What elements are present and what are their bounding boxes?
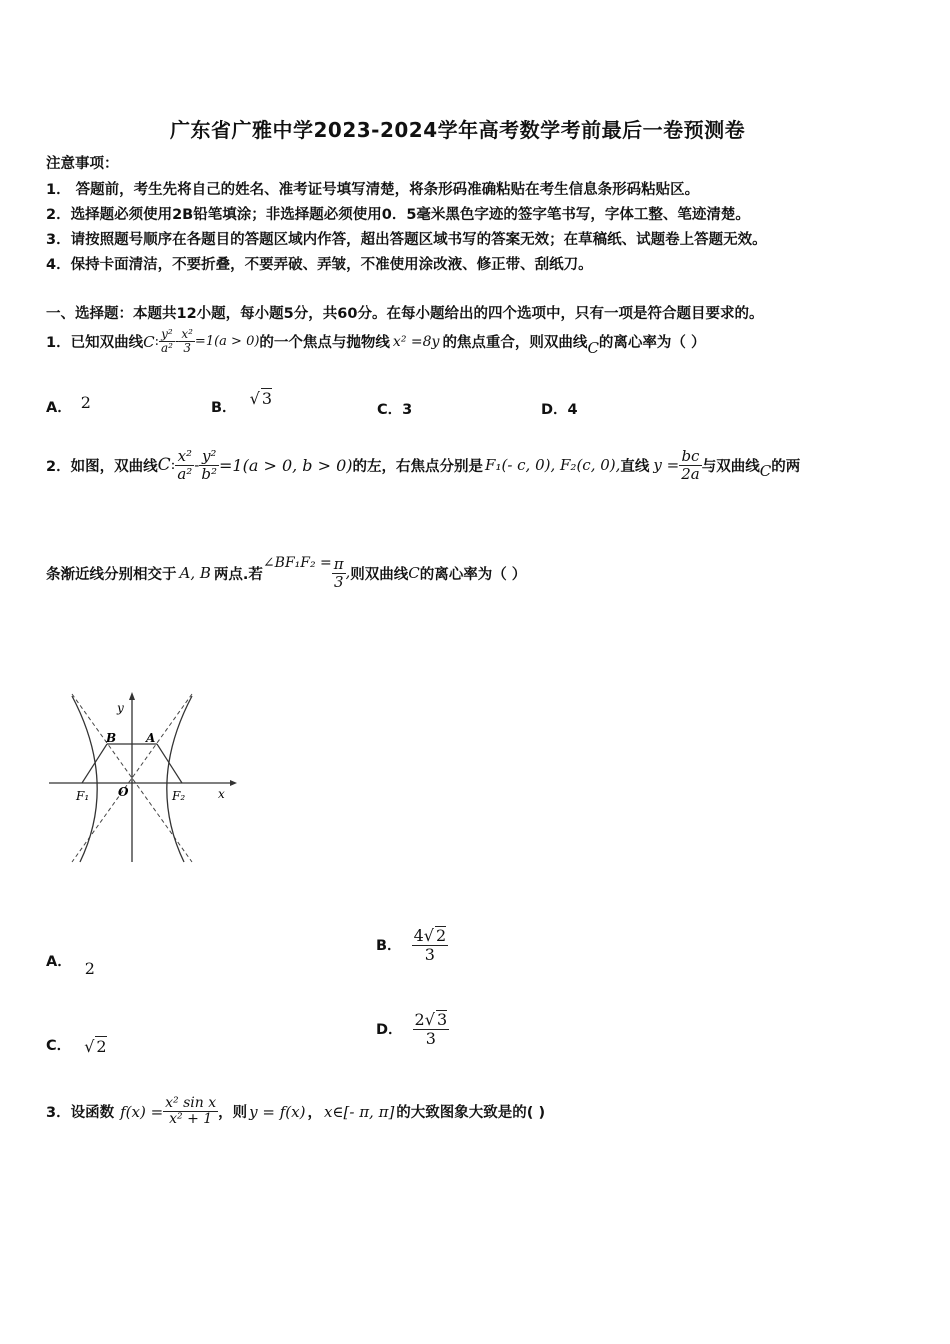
q2-hyperbola-figure (44, 686, 244, 866)
q1-option-b-sqrt: √ (249, 389, 260, 408)
q2-var-c-2: C (759, 462, 772, 480)
q1-var-c: C (143, 332, 155, 351)
q1-fraction-2 (179, 328, 195, 355)
q2-option-d-sqrt-sign: √ (424, 1010, 435, 1029)
q1-option-c[interactable]: C．3 (377, 402, 413, 418)
q2-frac2-num: y² (199, 448, 219, 466)
q2-text-6: 条渐近线分别相交于 (46, 566, 177, 583)
x-axis-arrow (230, 780, 237, 786)
q2-option-b-den: 3 (424, 944, 435, 964)
q2-frac1-num: x² (175, 448, 194, 466)
q2-option-d[interactable] (376, 1010, 449, 1047)
question-3-stem (46, 1096, 545, 1128)
label-o: O (118, 785, 129, 799)
q3-text-3: ， (307, 1105, 322, 1122)
q1-option-b-label: B． (211, 400, 237, 416)
q3-yfx: y = f(x) (249, 1102, 306, 1121)
q2-option-c-label: C． (46, 1038, 72, 1054)
q2-comma: , (345, 565, 351, 581)
q2-option-b[interactable] (376, 926, 448, 963)
q2-option-d-coef: 2 (414, 1010, 425, 1029)
q2-option-b-num (412, 926, 449, 946)
q2-frac3-den: 2a (681, 464, 700, 483)
question-2-stem-line-1 (46, 448, 800, 482)
q3-fx: f(x) = (120, 1102, 164, 1121)
segment-f2-a (157, 744, 182, 783)
q2-text-2: 的左，右焦点分别是 (352, 458, 484, 475)
q2-text-7: 两点.若 (213, 566, 263, 583)
q1-option-b-value: 3 (261, 389, 273, 408)
q2-text-8: 则双曲线 (350, 566, 409, 583)
q2-angle: ∠BF₁F₂ = (262, 555, 332, 571)
q2-fraction-2 (199, 448, 219, 482)
q2-points-ab: A, B (179, 564, 211, 582)
q2-option-b-coef: 4 (413, 926, 424, 945)
q2-option-d-rad: 3 (436, 1010, 448, 1029)
q1-colon: : (154, 334, 159, 350)
q1-text-2: 的一个焦点与抛物线 (259, 335, 390, 352)
q2-colon: : (170, 457, 176, 473)
q2-option-a[interactable] (46, 950, 95, 978)
q2-option-d-fraction (413, 1010, 450, 1047)
q1-option-d[interactable]: D．4 (541, 402, 578, 418)
q2-text-5: 的两 (771, 458, 801, 475)
q3-text-2: ，则 (218, 1105, 248, 1122)
notice-item-2: 2．选择题必须使用2B铅笔填涂；非选择题必须使用0．5毫米黑色字迹的签字笔书写，字体工整、笔迹清楚。 (46, 207, 750, 223)
q2-option-d-num (413, 1010, 450, 1030)
q2-option-c[interactable] (46, 1034, 107, 1055)
q1-option-a-label: A． (46, 400, 72, 416)
notice-item-1: 1． 答题前，考生先将自己的姓名、准考证号填写清楚，将条形码准确粘贴在考生信息条形码粘贴区。 (46, 182, 700, 198)
q3-domain: x∈[- π, π] (323, 1102, 395, 1121)
q2-text-1: 2．如图，双曲线 (46, 458, 158, 475)
q2-option-d-den: 3 (425, 1028, 436, 1048)
q3-fraction (163, 1096, 218, 1128)
segment-f1-b (82, 744, 107, 783)
q2-frac1-den: a² (177, 464, 193, 483)
q2-option-b-fraction (412, 926, 449, 963)
q2-text-4: 与双曲线 (701, 458, 760, 475)
q1-frac2-den: 3 (183, 341, 191, 356)
label-f2: F₂ (172, 789, 186, 803)
label-y: y (117, 701, 124, 715)
q2-text-9: 的离心率为（ ） (419, 566, 527, 583)
q2-text-3: 直线 (620, 458, 650, 475)
q1-option-a[interactable] (46, 393, 91, 417)
q2-option-b-sqrt-sign: √ (423, 926, 434, 945)
q2-var-c: C (157, 455, 171, 475)
q2-fraction-3 (679, 448, 702, 482)
q3-frac-num: x² sin x (165, 1095, 217, 1111)
q2-option-b-label: B． (376, 938, 402, 955)
q1-option-a-value: 2 (80, 393, 91, 412)
label-f1: F₁ (76, 789, 90, 803)
q2-option-a-label: A． (46, 954, 72, 970)
q1-frac1-num: y² (159, 328, 175, 342)
q2-option-c-sqrt-sign: √ (84, 1037, 95, 1056)
section-heading: 一、选择题：本题共12小题，每小题5分，共60分。在每小题给出的四个选项中，只有一项是符合题目要求的。 (46, 306, 764, 322)
q1-text-1: 1．已知双曲线 (46, 335, 144, 352)
q2-fraction-1 (175, 448, 194, 482)
q3-frac-den: x² + 1 (169, 1111, 213, 1128)
q1-frac2-num: x² (181, 327, 193, 341)
q2-option-a-value: 2 (84, 959, 95, 978)
question-2-stem-line-2 (46, 556, 526, 590)
q2-frac3-num: bc (679, 448, 702, 466)
label-a: A (146, 731, 156, 745)
label-x: x (218, 787, 225, 801)
q2-fraction-4 (332, 556, 346, 590)
q2-option-d-label: D． (376, 1022, 403, 1039)
q3-text-4: 的大致图象大致是的( ) (396, 1105, 546, 1122)
q2-var-c-3: C (408, 564, 420, 582)
q2-frac4-den: 3 (333, 572, 344, 591)
q1-frac1-den: a² (160, 341, 173, 356)
q1-option-b[interactable] (211, 389, 273, 417)
q1-text-3: 的焦点重合，则双曲线 (442, 335, 588, 352)
q2-frac4-num: π (333, 555, 344, 573)
q1-text-4: 的离心率为（ ） (598, 335, 706, 352)
q2-minus: - (194, 456, 200, 474)
q3-text-1: 3．设函数 (46, 1105, 115, 1122)
q1-equation: =1(a > 0) (194, 334, 260, 350)
q1-var-c-2: C (587, 338, 599, 357)
q2-frac2-den: b² (201, 464, 217, 483)
page-title: 广东省广雅中学2023-2024学年高考数学考前最后一卷预测卷 (170, 118, 746, 142)
q1-fraction-1 (159, 328, 175, 355)
q2-y-eq: y = (653, 456, 680, 474)
label-b: B (106, 731, 117, 745)
q1-minus: - (174, 334, 180, 350)
notice-heading: 注意事项： (46, 156, 119, 172)
q2-option-b-rad: 2 (435, 926, 447, 945)
notice-item-3: 3．请按照题号顺序在各题目的答题区域内作答，超出答题区域书写的答案无效；在草稿纸、试题卷上答题无效。 (46, 232, 767, 248)
question-1-stem (46, 328, 705, 355)
q2-condition: =1(a > 0, b > 0) (219, 455, 353, 475)
y-axis-arrow (129, 692, 135, 700)
q2-option-c-value: 2 (96, 1037, 107, 1056)
q2-foci: F₁(- c, 0), F₂(c, 0), (485, 456, 621, 474)
q1-parabola: x² =8y (392, 333, 440, 350)
notice-item-4: 4．保持卡面清洁，不要折叠，不要弄破、弄皱，不准使用涂改液、修正带、刮纸刀。 (46, 257, 593, 273)
